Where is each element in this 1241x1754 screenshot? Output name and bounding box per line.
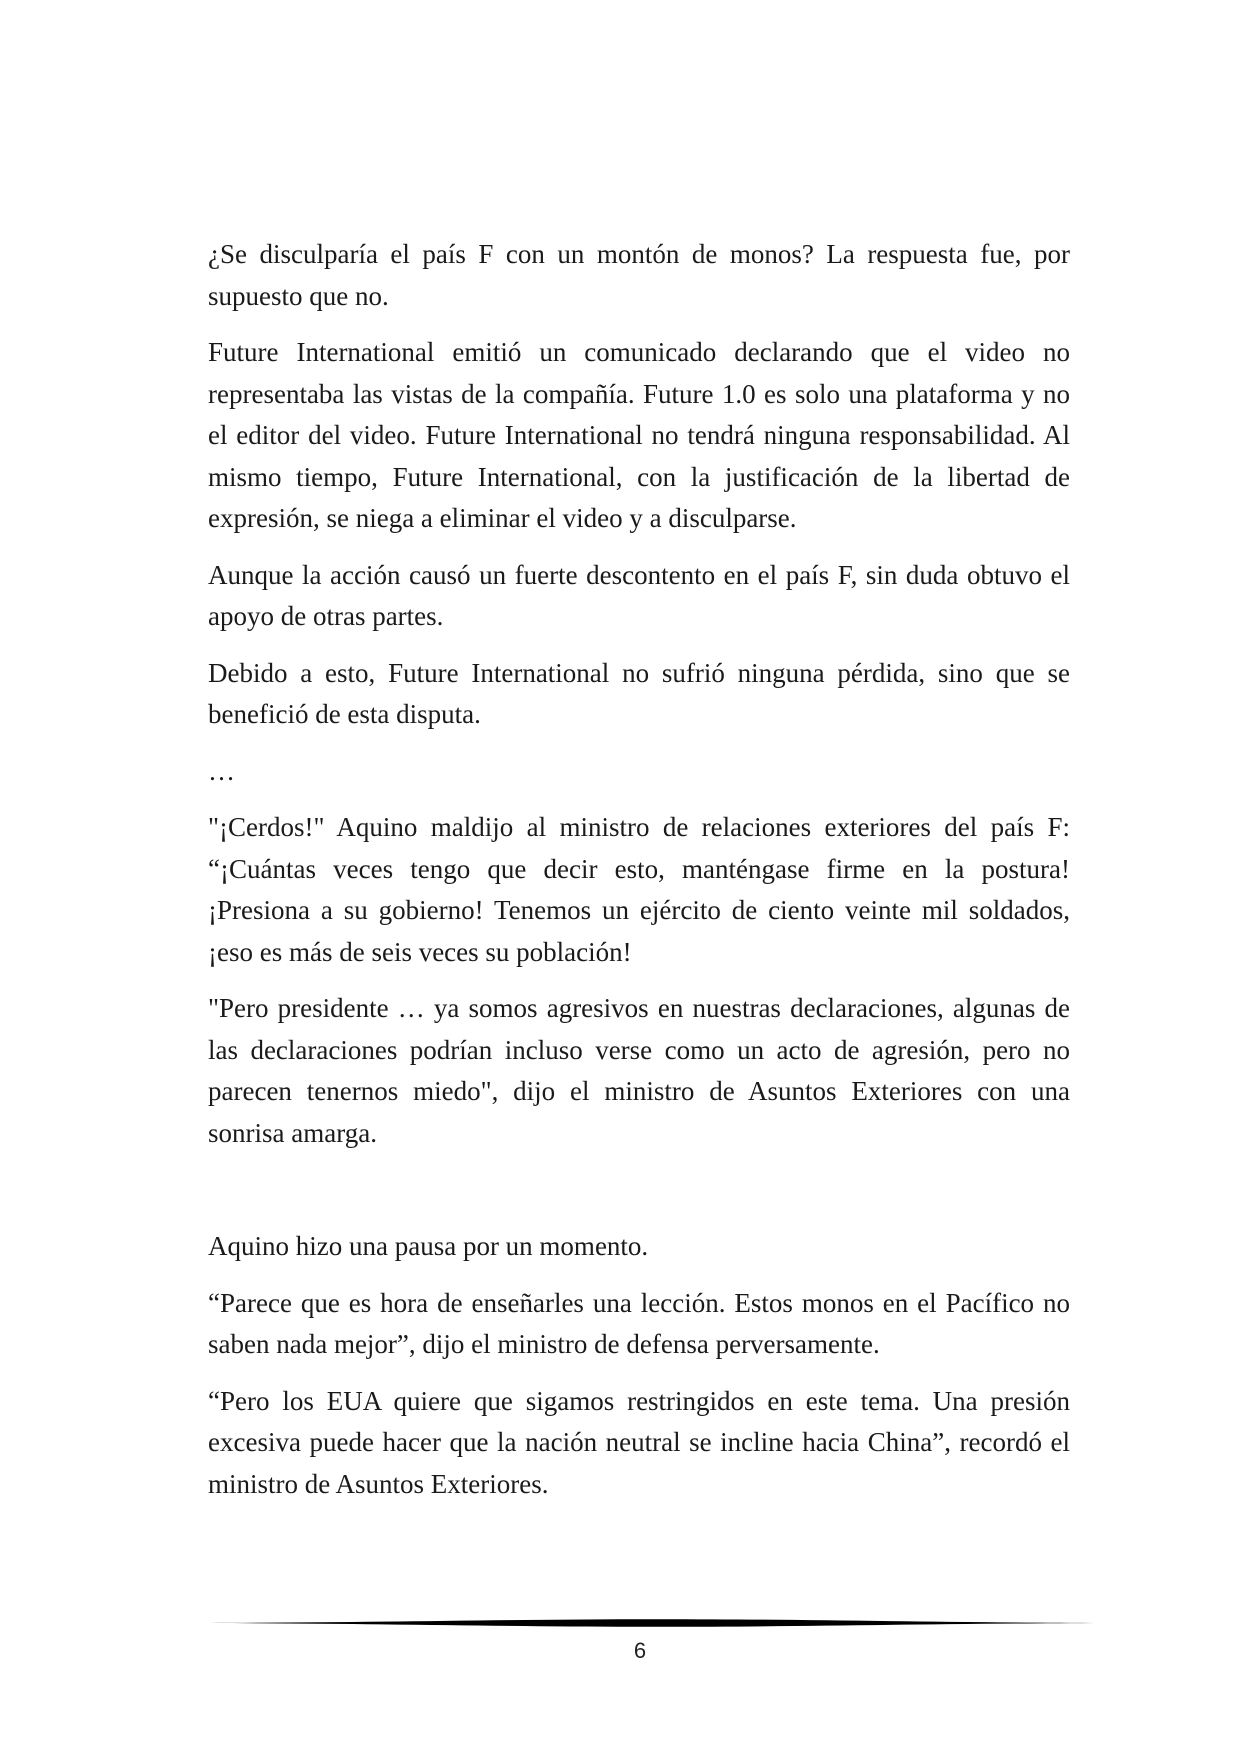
scene-break-ellipsis: … <box>208 755 235 786</box>
paragraph: Aunque la acción causó un fuerte descontento en el país F, sin duda obtuvo el apoyo de otras partes. <box>208 559 1070 631</box>
paragraph: “Pero los EUA quiere que sigamos restringidos en este tema. Una presión excesiva puede hacer que la nación neutral se incline hacia China”, recordó el ministro de Asuntos Exteriores. <box>208 1385 1070 1499</box>
page-number: 6 <box>633 1638 647 1663</box>
paragraph: "¡Cerdos!" Aquino maldijo al ministro de relaciones exteriores del país F: “¡Cuántas veces tengo que decir esto, manténgase firme en la postura! ¡Presiona a su gobierno! Tenemos un ejército de ciento veinte mil soldados, ¡eso es más de seis veces su población! <box>208 812 1070 967</box>
page-body <box>208 234 1070 1520</box>
paragraph: "Pero presidente … ya somos agresivos en nuestras declaraciones, algunas de las declaraciones podrían incluso verse como un acto de agresión, pero no parecen tenernos miedo", dijo el ministro de Asuntos Exteriores con una sonrisa amarga. <box>208 993 1070 1148</box>
paragraph: “Parece que es hora de enseñarles una lección. Estos monos en el Pacífico no saben nada mejor”, dijo el ministro de defensa perversamente. <box>208 1287 1070 1359</box>
paragraph: Future International emitió un comunicado declarando que el video no representaba las vistas de la compañía. Future 1.0 es solo una plataforma y no el editor del video. Future International no tendrá ninguna responsabilidad. Al mismo tiempo, Future International, con la justificación de la libertad de expresión, se niega a eliminar el video y a disculparse. <box>208 337 1070 533</box>
paragraph: ¿Se disculparía el país F con un montón de monos? La respuesta fue, por supuesto que no. <box>208 239 1070 311</box>
footer-divider <box>208 1616 1106 1630</box>
paragraph: Aquino hizo una pausa por un momento. <box>208 1231 649 1261</box>
paragraph: Debido a esto, Future International no sufrió ninguna pérdida, sino que se benefició de esta disputa. <box>208 657 1070 729</box>
